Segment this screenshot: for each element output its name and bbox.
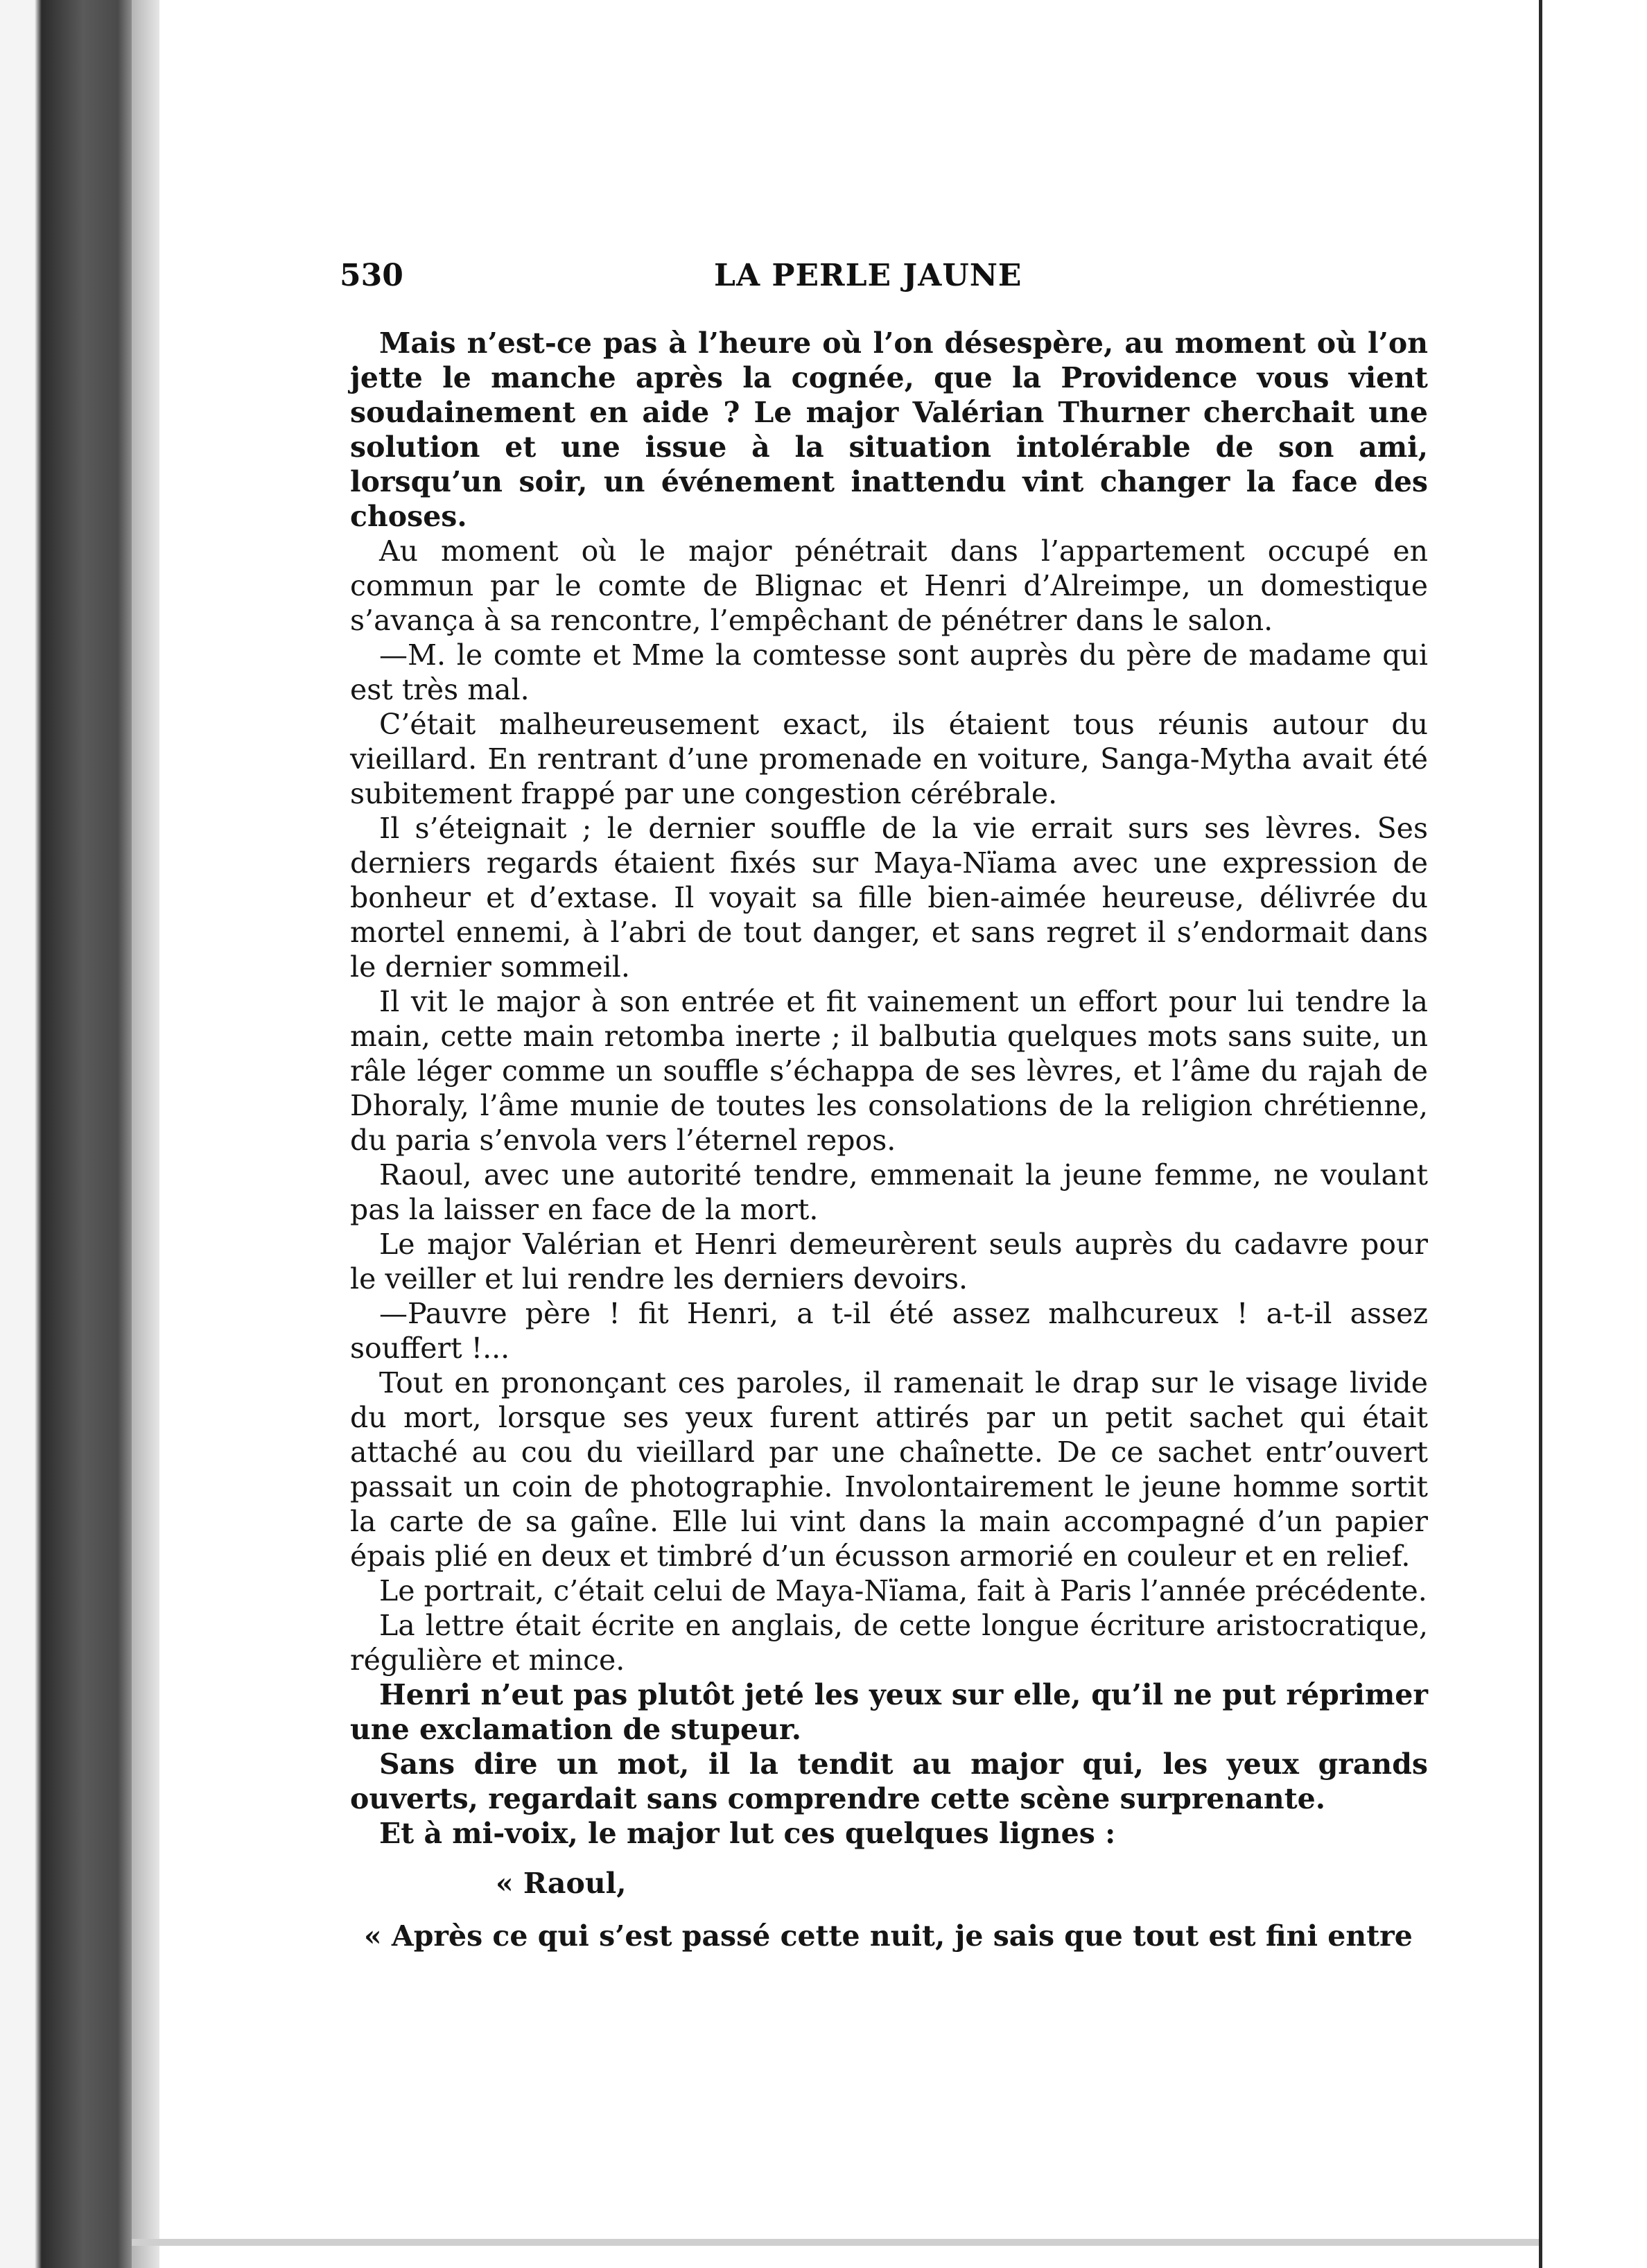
paragraph: Au moment où le major pénétrait dans l’appartement occupé en commun par le comte de Blignac et Henri d’Alreimpe, un domestique s’avança à sa rencontre, l’empêchant de pénétrer dans le salon.	[350, 534, 1428, 637]
paragraph: Sans dire un mot, il la tendit au major qui, les yeux grands ouverts, regardait sans comprendre cette scène surprenante.	[350, 1747, 1428, 1815]
paragraph: La lettre était écrite en anglais, de cette longue écriture aristocratique, régulière et mince.	[350, 1609, 1428, 1677]
letter-salutation: « Raoul,	[496, 1867, 627, 1900]
page-edge	[132, 2239, 1546, 2246]
paragraph: Le major Valérian et Henri demeurèrent seuls auprès du cadavre pour le veiller et lui rendre les derniers devoirs.	[350, 1228, 1428, 1296]
paragraph: Il s’éteignait ; le dernier souffle de la vie errait surs ses lèvres. Ses derniers regards étaient fixés sur Maya-Nïama avec une expression de bonheur et d’extase. Il voyait sa fille bien-aimée heureuse, délivrée du mortel ennemi, à l’abri de tout danger, et sans regret il s’endormait dans le dernier sommeil.	[350, 812, 1428, 984]
paragraph: Le portrait, c’était celui de Maya-Nïama, fait à Paris l’année précédente.	[379, 1574, 1427, 1607]
running-title: LA PERLE JAUNE	[714, 258, 1022, 293]
book-binding	[0, 0, 132, 2268]
body-text	[350, 326, 1428, 1953]
page-number: 530	[340, 258, 403, 293]
paragraph: —Pauvre père ! fit Henri, a t-il été assez malhcureux ! a-t-il assez souffert !...	[350, 1297, 1428, 1365]
paragraph: Et à mi-voix, le major lut ces quelques lignes :	[379, 1817, 1116, 1850]
page-header	[340, 258, 1421, 306]
page-gutter	[132, 0, 159, 2268]
letter-first-line: « Après ce qui s’est passé cette nuit, je sais que tout est fini entre	[364, 1919, 1413, 1953]
paragraph: Mais n’est-ce pas à l’heure où l’on désespère, au moment où l’on jette le manche après la cognée, que la Providence vous vient soudainement en aide ? Le major Valérian Thurner cherchait une solution et une issue à la situation intolérable de son ami, lorsqu’un soir, un événement inattendu vint changer la face des choses.	[350, 326, 1428, 533]
right-margin	[1542, 0, 1647, 2268]
paragraph: Raoul, avec une autorité tendre, emmenait la jeune femme, ne voulant pas la laisser en face de la mort.	[350, 1158, 1428, 1226]
paragraph: Tout en prononçant ces paroles, il ramenait le drap sur le visage livide du mort, lorsque ses yeux furent attirés par un petit sachet qui était attaché au cou du vieillard par une chaînette. De ce sachet entr’ouvert passait un coin de photographie. Involontairement le jeune homme sortit la carte de sa gaîne. Elle lui vint dans la main accompagné d’un papier épais plié en deux et timbré d’un écusson armorié en couleur et en relief.	[350, 1366, 1428, 1573]
paragraph: Il vit le major à son entrée et fit vainement un effort pour lui tendre la main, cette main retomba inerte ; il balbutia quelques mots sans suite, un râle léger comme un souffle s’échappa de ses lèvres, et l’âme du rajah de Dhoraly, l’âme munie de toutes les consolations de la religion chrétienne, du paria s’envola vers l’éternel repos.	[350, 985, 1428, 1157]
paragraph: Henri n’eut pas plutôt jeté les yeux sur elle, qu’il ne put réprimer une exclamation de stupeur.	[350, 1678, 1428, 1746]
paragraph: C’était malheureusement exact, ils étaient tous réunis autour du vieillard. En rentrant d’une promenade en voiture, Sanga-Mytha avait été subitement frappé par une congestion cérébrale.	[350, 708, 1428, 810]
paragraph: —M. le comte et Mme la comtesse sont auprès du père de madame qui est très mal.	[350, 638, 1428, 706]
